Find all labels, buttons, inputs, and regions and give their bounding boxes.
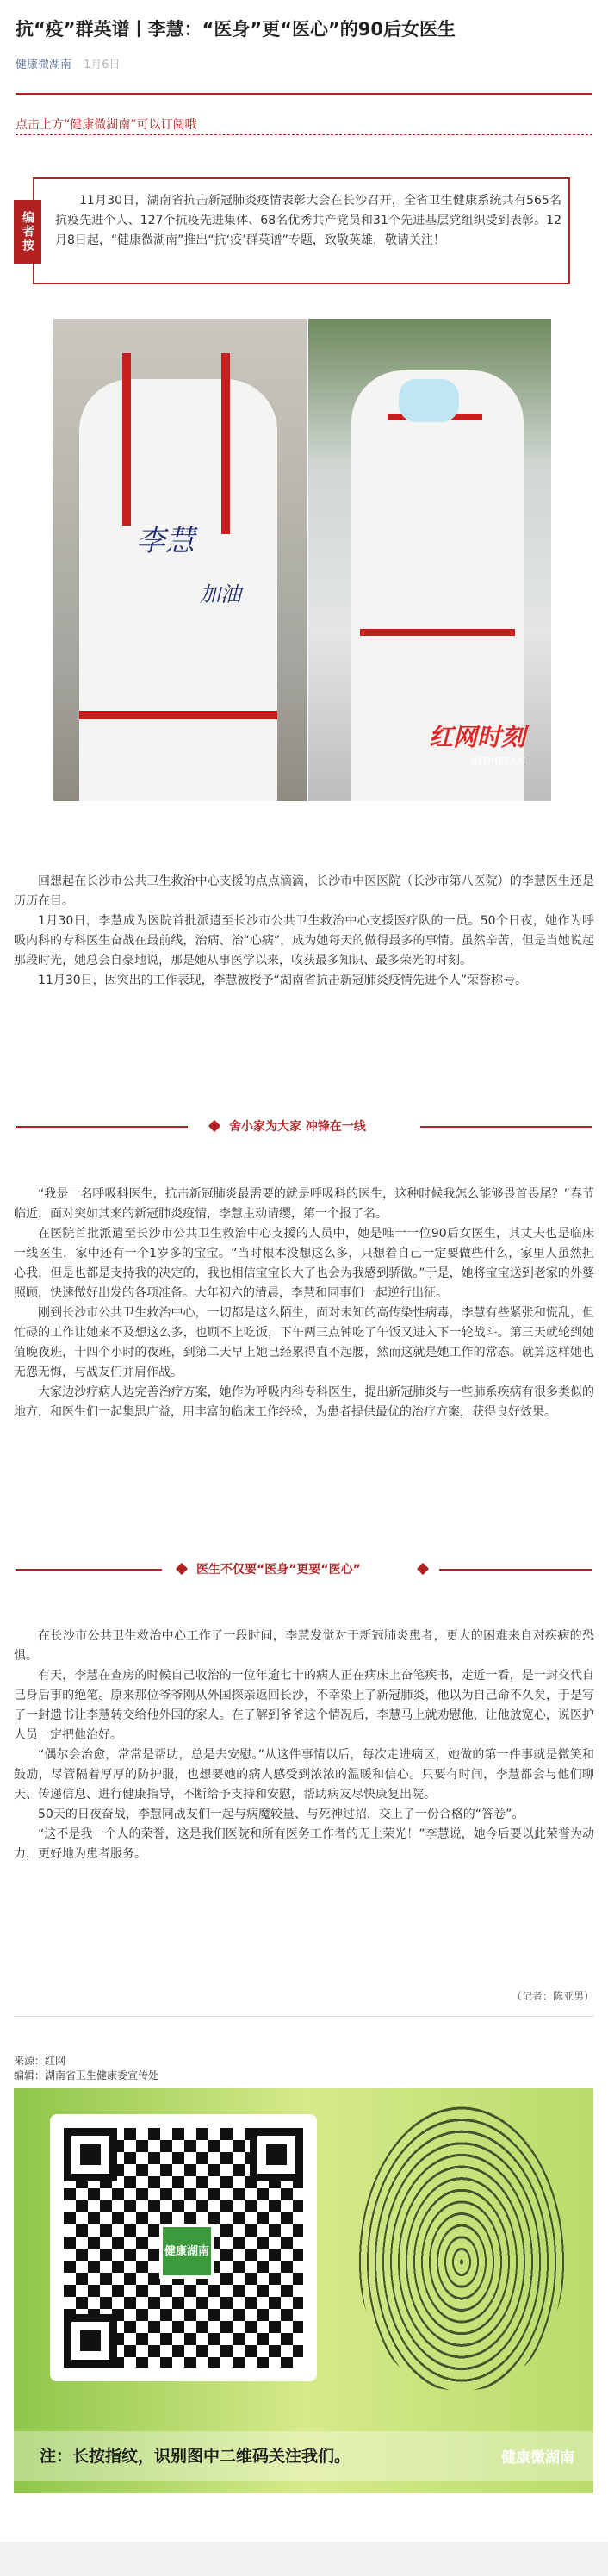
paragraph: 50天的日夜奋战，李慧同战友们一起与病魔较量、与死神过招，交上了一份合格的“答卷”。 (38, 1808, 524, 1821)
red-tape-stripe (221, 353, 230, 534)
paragraph: 在长沙市公共卫生救治中心工作了一段时间，李慧发觉对于新冠肺炎患者，更大的困难来自对疾病的恐惧。 (14, 1629, 594, 1663)
editor-line: 编辑：湖南省卫生健康委宣传处 (14, 2069, 159, 2081)
part1-text (14, 1185, 594, 1422)
paragraph: 回想起在长沙市公共卫生救治中心支援的点点滴滴，长沙市中医医院（长沙市第八医院）的李慧医生还是历历在目。 (14, 874, 594, 908)
banner-caption-bar (14, 2431, 593, 2481)
heading-rule (16, 1569, 162, 1571)
diamond-icon (417, 1563, 429, 1575)
publish-date: 1月6日 (84, 59, 121, 72)
account-name-link[interactable]: 健康微湖南 (16, 59, 72, 72)
banner-brand: 健康微湖南 (501, 2449, 574, 2467)
qr-finder-icon (250, 2128, 303, 2181)
banner-caption: 注：长按指纹，识别图中二维码关注我们。 (40, 2447, 351, 2466)
qr-finder-icon (64, 2314, 117, 2368)
qr-code[interactable] (64, 2128, 303, 2368)
page-bottom-bar (0, 2542, 608, 2576)
section-title: 医生不仅要“医身”更要“医心” (196, 1563, 361, 1577)
follow-banner[interactable] (14, 2088, 593, 2493)
red-tape-stripe (79, 711, 277, 719)
section-heading-1 (16, 1117, 592, 1137)
paragraph: 11月30日，因突出的工作表现，李慧被授予“湖南省抗击新冠肺炎疫情先进个人”荣誉称号。 (38, 974, 528, 987)
handwritten-name: 李慧 (136, 524, 195, 558)
paragraph: “偶尔会治愈，常常是帮助，总是去安慰。”从这件事情以后，每次走进病区，她做的第一件事就是微笑和鼓励，尽管隔着厚厚的防护服，也想要她的病人感受到浓浓的温暖和信心。只要有时间，李慧都会与他们聊天、传递信息、进行健康指导，不断给予支持和安慰，帮助病友尽快康复出院。 (14, 1748, 594, 1801)
fingerprint-icon[interactable] (358, 2106, 565, 2390)
part2-text (14, 1627, 594, 1864)
photo-protective-suit-front[interactable] (308, 319, 551, 801)
qr-code-card[interactable] (50, 2114, 317, 2381)
photo-protective-suit-back[interactable] (53, 319, 307, 801)
source-line: 来源：红网 (14, 2055, 66, 2067)
red-tape-stripe (122, 353, 131, 526)
qr-finder-icon (64, 2128, 117, 2181)
header-divider (16, 93, 592, 95)
paragraph: 刚到长沙市公共卫生救治中心，一切都是这么陌生，面对未知的高传染性病毒，李慧有些紧张和慌乱，但忙碌的工作让她来不及想这么多，也顾不上吃饭，下午两三点钟吃了午饭又进入下一轮战斗。第三天就轮到她值晚夜班，十四个小时的夜班，到第二天早上她已经累得直不起腰，然而这就是她工作的常态。就算这样她也无怨无悔，与战友们并肩作战。 (14, 1306, 594, 1379)
diamond-icon (176, 1563, 188, 1575)
heading-rule (16, 1126, 188, 1128)
face-shield (399, 379, 459, 422)
tip-divider (16, 134, 592, 135)
intro-text (14, 872, 594, 991)
section-title: 舍小家为大家 冲锋在一线 (229, 1120, 366, 1134)
paragraph: 有天，李慧在查房的时候自己收治的一位年逾七十的病人正在病床上奋笔疾书，走近一看，是一封交代自己身后事的绝笔。原来那位爷爷刚从外国探亲返回长沙，不幸染上了新冠肺炎，他以为自己命不久矣，于是写了一封遗书让李慧转交给他外国的家人。在了解到爷爷这个情况后，李慧马上就劝慰他，让他放宽心，说医护人员一定把他治好。 (14, 1669, 594, 1742)
subscribe-tip: 点击上方“健康微湖南”可以订阅哦 (16, 118, 197, 132)
article-meta (16, 55, 121, 72)
diamond-icon (208, 1120, 220, 1132)
paragraph: “这不是我一个人的荣誉，这是我们医院和所有医务工作者的无上荣光！”李慧说，她今后要以此荣誉为动力，更好地为患者服务。 (14, 1827, 594, 1861)
qr-logo: 健康湖南 (159, 2224, 214, 2279)
heading-rule (439, 1569, 592, 1571)
source-info (14, 2054, 158, 2083)
paragraph: 在医院首批派遣至长沙市公共卫生救治中心支援的人员中，她是唯一一位90后女医生，其丈夫也是临床一线医生，家中还有一个1岁多的宝宝。“当时根本没想这么多，只想着自己一定要做些什么，家里人虽然担心我，但是也都是支持我的决定的，我也相信宝宝长大了也会为我感到骄傲。”于是，她将宝宝送到老家的外婆照顾，快速做好出发的各项准备。大年初六的清晨，李慧和同事们一起逆行出征。 (14, 1227, 594, 1300)
red-tape-stripe (360, 629, 515, 636)
protective-suit-figure (79, 379, 277, 801)
heading-rule (420, 1126, 592, 1128)
article-title: 抗“疫”群英谱丨李慧：“医身”更“医心”的90后女医生 (16, 19, 456, 40)
editor-note-tag: 编者按 (14, 200, 41, 264)
reporter-credit: （记者：陈亚男） (511, 1990, 594, 2002)
paragraph: 大家边沙疗病人边完善治疗方案，她作为呼吸内科专科医生，提出新冠肺炎与一些肺系疾病有很多类似的地方，和医生们一起集思广益，用丰富的临床工作经验，为患者提供最优的治疗方案，获得良好效果。 (14, 1385, 594, 1419)
rednet-watermark: 红网时刻 REDNET.CN (428, 723, 525, 767)
handwritten-cheer: 加油 (200, 582, 241, 607)
paragraph: 1月30日，李慧成为医院首批派遣至长沙市公共卫生救治中心支援医疗队的一员。50个日夜，她作为呼吸内科的专科医生奋战在最前线，治病、治“心病”，成为她每天的做得最多的事情。虽然辛苦，但是当她说起那段时光，她总会自豪地说，那是她从事医学以来，收获最多知识、最多荣光的时刻。 (14, 914, 594, 968)
footer-divider (14, 2016, 594, 2017)
section-heading-2 (16, 1559, 592, 1580)
paragraph: “我是一名呼吸科医生，抗击新冠肺炎最需要的就是呼吸科的医生，这种时候我怎么能够畏首畏尾？”春节临近，面对突如其来的新冠肺炎疫情，李慧主动请缨，第一个报了名。 (14, 1187, 594, 1221)
editor-note-text: 11月30日，湖南省抗击新冠肺炎疫情表彰大会在长沙召开，全省卫生健康系统共有565名抗疫先进个人、127个抗疫先进集体、68名优秀共产党员和31个先进基层党组织受到表彰。12月8日起，“健康微湖南”推出“抗‘疫’群英谱”专题，致敬英雄，敬请关注！ (55, 194, 561, 247)
